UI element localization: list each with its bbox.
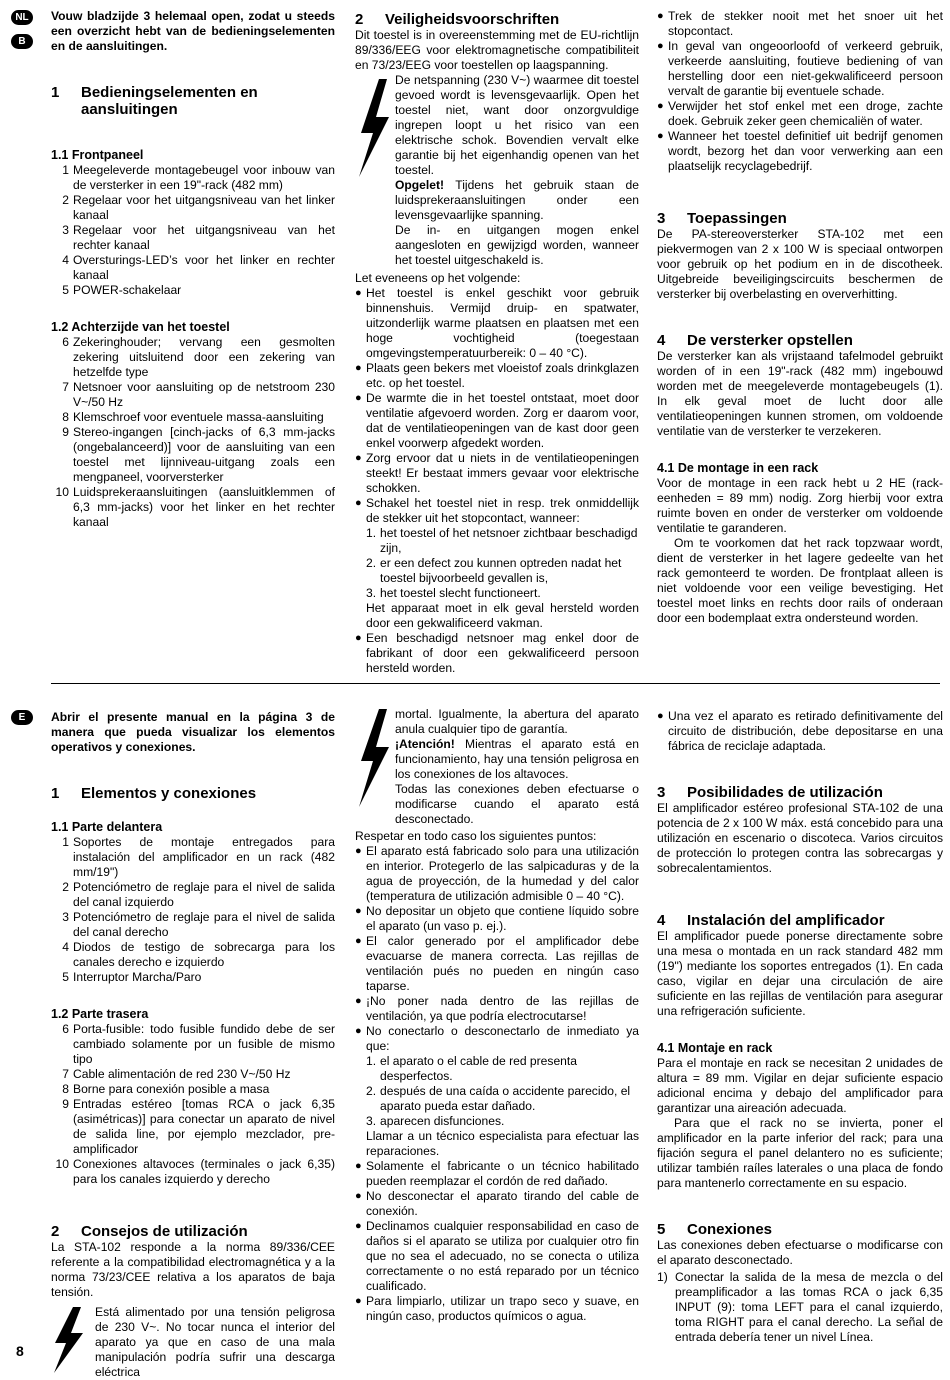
nl-section-1-heading: 1 Bedieningselementen en aansluitingen	[51, 84, 258, 118]
bullet-icon: ●	[355, 362, 362, 374]
nl-section-2-text: Dit toestel is in overeenstemming met de EU-richtlijn 89/336/EEG voor elektromagnetische compatibiliteit en 73/23/EEG voor toestellen op laagspanning.	[355, 28, 639, 72]
sub-item-text: el aparato o el cable de red presenta desperfectos.	[380, 1054, 577, 1083]
es-warning-text-1-end: mortal. Igualmente, la abertura del aparato anula cualquier tipo de garantía.	[395, 707, 639, 736]
item-number: 9	[62, 1097, 69, 1111]
nl-warning-text-2: Opgelet! Tijdens het gebruik staan de luidsprekeraansluitingen onder een levensgevaarlijke spanning.	[395, 178, 639, 222]
list-item	[51, 910, 335, 940]
item-text: POWER-schakelaar	[73, 283, 182, 297]
es-sub-after: Llamar a un técnico especialista para efectuar las reparaciones.	[366, 1129, 639, 1158]
language-badge-b: B	[11, 34, 33, 49]
es-section-3-text: El amplificador estéreo profesional STA-102 de una potencia de 2 x 100 W máx. está concebido para una utilización en escenario o discoteca. Varios circuitos de protección lo protegen contra las sobrecargas y sobrecalentamientos.	[657, 801, 943, 875]
item-number: 3	[62, 223, 69, 237]
sub-item-number: 1.	[366, 1054, 377, 1068]
list-item	[51, 283, 335, 298]
sub-item	[355, 586, 639, 601]
bullet-text: Wanneer het toestel definitief uit bedrijf genomen wordt, bezorg het dan voor verwerking aan een plaatselijk recyclagebedrijf.	[668, 129, 943, 173]
sub-item	[355, 1114, 639, 1129]
es-section-5-text: Las conexiones deben efectuarse o modificarse con el aparato desconectado.	[657, 1238, 943, 1267]
item-number: 9	[62, 425, 69, 439]
sub-item-number: 2.	[366, 1084, 377, 1098]
bullet-icon: ●	[355, 1160, 362, 1172]
bullet-icon: ●	[355, 935, 362, 947]
nl-rear-list	[51, 335, 335, 530]
list-item	[51, 1067, 335, 1082]
es-column-3	[657, 709, 943, 1345]
list-item	[51, 163, 335, 193]
lightning-warning-icon	[355, 73, 395, 268]
item-text: Oversturings-LED’s voor het linker en rechter kanaal	[73, 253, 335, 282]
bullet-text: Zorg ervoor dat u niets in de ventilatieopeningen steekt! Er bestaat immers gevaar voor elektrische schokken.	[366, 451, 639, 495]
nl-section-4-heading: 4 De versterker opstellen	[657, 332, 853, 349]
item-number: 7	[62, 1067, 69, 1081]
item-number: 1	[62, 835, 69, 849]
item-text: Zekeringhouder; vervang een gesmolten zekering uitsluitend door een zekering van hetzelfde type	[73, 335, 335, 379]
item-text: Cable alimentación de red 230 V~/50 Hz	[73, 1067, 291, 1081]
item-number: 10	[55, 485, 69, 499]
bullet-text: Para limpiarlo, utilizar un trapo seco y suave, en ningún caso, productos químicos o agua.	[366, 1294, 639, 1323]
es-section-2-heading: 2 Consejos de utilización	[51, 1223, 248, 1240]
sub-item-text: aparecen disfunciones.	[380, 1114, 505, 1128]
bullet-icon: ●	[355, 995, 362, 1007]
sub-item-text: er een defect zou kunnen optreden nadat het toestel bijvoorbeeld gevallen is,	[380, 556, 622, 585]
bullet-text: Solamente el fabricante o un técnico habilitado pueden reemplazar el cordón de red dañado.	[366, 1159, 639, 1188]
list-item	[51, 1022, 335, 1067]
item-text: Stereo-ingangen [cinch-jacks of 6,3 mm-jacks (ongebalanceerd)] voor de aansluiting van een toestel met lijnniveau-uitgang zoals een mengpaneel, voorversterker	[73, 425, 335, 484]
bullet-text: El calor generado por el amplificador debe evacuarse de manera correcta. Las rejillas de ventilación pués no pueden en ningún caso taparse.	[366, 934, 639, 993]
nl-sub-list	[355, 526, 639, 601]
item-text: Diodos de testigo de sobrecarga para los canales derecho e izquierdo	[73, 940, 335, 969]
es-section-1-1-heading: 1.1 Parte delantera	[51, 820, 163, 834]
sub-item-text: het toestel slecht functioneert.	[380, 586, 541, 600]
item-text: Potenciómetro de reglaje para el nivel de salida del canal derecho	[73, 910, 335, 939]
nl-section-3-text: De PA-stereoversterker STA-102 met een piekvermogen van 2 x 100 W is speciaal ontworpen voor gebruik op het podium en in de discotheek. Uitgebreide beveiligingscircuits beschermen de versterker bij overbelasting en oververhitting.	[657, 227, 943, 301]
bullet-item	[657, 9, 943, 39]
list-item	[51, 940, 335, 970]
sub-item-text: después de una caída o accidente parecido, el aparato pueda estar dañado.	[380, 1084, 631, 1113]
nl-column-2	[355, 11, 639, 676]
bullet-item	[355, 934, 639, 994]
bullet-item	[355, 1294, 639, 1324]
section-dutch	[0, 0, 950, 680]
item-number: 5	[62, 970, 69, 984]
es-section-2-text: La STA-102 responde a la norma 89/336/CEE referente a la compatibilidad electromagnética y a la norma 73/23/CEE relativa a los aparatos de baja tensión.	[51, 1240, 335, 1299]
bullet-item	[355, 904, 639, 934]
bullet-text: No depositar un objeto que contiene líquido sobre el aparato (un vaso p. ej.).	[366, 904, 639, 933]
nl-column-1	[51, 9, 335, 530]
section-spanish	[0, 700, 950, 1379]
item-text: Netsnoer voor aansluiting op de netstroom 230 V~/50 Hz	[73, 380, 335, 409]
list-item	[51, 335, 335, 380]
es-section-4-1-text-1: Para el montaje en rack se necesitan 2 unidades de altura = 89 mm. Vigilar en dejar suficiente espacio adicional encima y debajo del amplificador para garantizar una aireación adecuada.	[657, 1056, 943, 1115]
section-divider	[51, 683, 940, 684]
item-number: 2	[62, 880, 69, 894]
bullet-item	[657, 129, 943, 174]
item-text: Regelaar voor het uitgangsniveau van het rechter kanaal	[73, 223, 335, 252]
item-text: Entradas estéreo [tomas RCA o jack 6,35 (asimétricas)] para conectar un aparato de nivel de salida line, por ejemplo mezclador, pre-amplificador	[73, 1097, 335, 1156]
sub-item	[355, 526, 639, 556]
item-number: 1	[62, 163, 69, 177]
bullet-item	[657, 709, 943, 754]
bullet-icon: ●	[355, 632, 362, 644]
es-intro: Abrir el presente manual en la página 3 de manera que pueda visualizar los elementos operativos y conexiones.	[51, 710, 335, 754]
bullet-icon: ●	[657, 710, 664, 722]
list-item	[51, 223, 335, 253]
es-warning-text-2: ¡Atención! Mientras el aparato está en funcionamiento, hay una tensión peligrosa en los conexiones de los altavoces.	[395, 737, 639, 781]
nl-sub-after: Het apparaat moet in elk geval hersteld worden door een gekwalificeerd vakman.	[366, 601, 639, 630]
bullet-icon: ●	[355, 905, 362, 917]
bullet-text: No conectarlo o desconectarlo de inmediato ya que:	[366, 1024, 639, 1053]
item-text: Klemschroef voor eventuele massa-aansluiting	[73, 410, 324, 424]
item-number: 3	[62, 910, 69, 924]
es-column-1	[51, 710, 335, 1380]
es-sub-list	[355, 1054, 639, 1129]
item-text: Borne para conexión posible a masa	[73, 1082, 270, 1096]
list-item	[51, 835, 335, 880]
bullet-item	[355, 1159, 639, 1189]
bullet-text: Het toestel is enkel geschikt voor gebruik binnenshuis. Vermijd druip- en spatwater, uitzonderlijk warme plaatsen en plaatsen met een hoge vochtigheid (toegestaan omgevingstemperatuurbereik: 0 – 40 °C).	[366, 286, 639, 360]
bullet-text: Een beschadigd netsnoer mag enkel door de fabrikant of door een gekwalificeerd persoon hersteld worden.	[366, 631, 639, 675]
lightning-warning-icon	[355, 707, 395, 827]
bullet-item	[657, 99, 943, 129]
bullet-icon: ●	[355, 497, 362, 509]
nl-front-list	[51, 163, 335, 298]
es-bullets-a	[355, 844, 639, 1054]
list-item	[51, 880, 335, 910]
item-number: 5	[62, 283, 69, 297]
item-number: 8	[62, 410, 69, 424]
bullet-text: De warmte die in het toestel ontstaat, moet door ventilatie afgevoerd worden. Zorg er daarom voor, dat de ventilatieopeningen van de kast door geen enkel voorwerp afgedekt worden.	[366, 391, 639, 450]
bullet-icon: ●	[657, 40, 664, 52]
item-text: Interruptor Marcha/Paro	[73, 970, 202, 984]
bullet-icon: ●	[355, 1190, 362, 1202]
item-text: Porta-fusible: todo fusible fundido debe de ser cambiado solamente por un fusible de mismo tipo	[73, 1022, 335, 1066]
list-item	[51, 1082, 335, 1097]
bullet-icon: ●	[355, 392, 362, 404]
list-item	[51, 253, 335, 283]
nl-section-3-heading: 3 Toepassingen	[657, 210, 787, 227]
bullet-item	[355, 1219, 639, 1294]
nl-warning-text-1: De netspanning (230 V~) waarmee dit toestel gevoed wordt is levensgevaarlijk. Open het toestel niet, want door onzorgvuldige ingrepen loopt u het risico van een elektrische schok. Bovendien vervalt elke garantie bij het eigenhandig openen van het toestel.	[395, 73, 639, 177]
nl-warning-text-3: De in- en uitgangen mogen enkel aangesloten en gewijzigd worden, wanneer het toestel uitgeschakeld is.	[395, 223, 639, 267]
nl-section-4-1-text-2: Om te voorkomen dat het rack topzwaar wordt, dient de versterker in het lagere gedeelte van het rack gemonteerd te worden. De frontplaat alleen is niet voldoende voor een veilige bevestiging. Het toestel moet links en rechts door rails of onderaan door een bodemplaat extra ondersteund worden.	[657, 536, 943, 625]
item-number: 4	[62, 253, 69, 267]
nl-section-1-1-heading: 1.1 Frontpaneel	[51, 148, 144, 162]
item-text: Soportes de montaje entregados para instalación del amplificador en un rack (482 mm/19")	[73, 835, 335, 879]
es-section-1-2-heading: 1.2 Parte trasera	[51, 1007, 149, 1021]
list-item	[51, 1097, 335, 1157]
bullet-item	[355, 1024, 639, 1054]
bullet-text: Schakel het toestel niet in resp. trek onmiddellijk de stekker uit het stopcontact, wanneer:	[366, 496, 639, 525]
sub-item-number: 3.	[366, 586, 377, 600]
es-section-3-heading: 3 Posibilidades de utilización	[657, 784, 883, 801]
item-text: Meegeleverde montagebeugel voor inbouw van de versterker in een 19"-rack (482 mm)	[73, 163, 335, 192]
bullet-item	[355, 1189, 639, 1219]
es-respetar: Respetar en todo caso los siguientes puntos:	[355, 829, 597, 843]
bullet-text: Verwijder het stof enkel met een droge, zachte doek. Gebruik zeker geen chemicaliën of water.	[668, 99, 943, 128]
bullet-text: Trek de stekker nooit met het snoer uit het stopcontact.	[668, 9, 943, 38]
bullet-item	[355, 496, 639, 526]
item-number: 6	[62, 1022, 69, 1036]
item-number: 2	[62, 193, 69, 207]
es-section-4-text: El amplificador puede ponerse directamente sobre una mesa o montada en un rack standard 482 mm (19") mediante los soportes entregados (1). En cada caso, vigilar en dejar una circulación de aire suficiente en las rejillas de ventilación para asegurar una refrigeración suficiente.	[657, 929, 943, 1018]
bullet-text: Plaats geen bekers met vloeistof zoals drinkglazen etc. op het toestel.	[366, 361, 639, 390]
list-item	[51, 193, 335, 223]
item-number: 4	[62, 940, 69, 954]
item-number: 10	[55, 1157, 69, 1171]
nl-section-4-text: De versterker kan als vrijstaand tafelmodel gebruikt worden of in een 19"-rack (482 mm) ingebouwd worden met de meegeleverde montagebeugels (1). In elk geval moet de lucht door alle ventilatieopeningen kunnen stromen, om voldoende ventilatie van de versterker te verzekeren.	[657, 349, 943, 438]
es-warning-text-3: Todas las conexiones deben efectuarse o modificarse cuando el aparato está desconectado.	[395, 782, 639, 826]
bullet-icon: ●	[355, 1220, 362, 1232]
item-number: 7	[62, 380, 69, 394]
bullet-icon: ●	[355, 1025, 362, 1037]
bullet-item	[355, 631, 639, 676]
item-text: Conexiones altavoces (terminales o jack 6,35) para los canales izquierdo y derecho	[73, 1157, 335, 1186]
bullet-icon: ●	[355, 287, 362, 299]
list-item	[51, 410, 335, 425]
list-item	[51, 380, 335, 410]
bullet-item	[355, 286, 639, 361]
es-section-4-heading: 4 Instalación del amplificador	[657, 912, 885, 929]
bullet-item	[355, 361, 639, 391]
nl-warning-block	[355, 73, 639, 268]
bullet-item	[355, 994, 639, 1024]
list-item	[51, 1157, 335, 1187]
nl-bullets-b	[355, 631, 639, 676]
page-number: 8	[16, 1343, 24, 1359]
bullet-icon: ●	[657, 10, 664, 22]
sub-item	[355, 1054, 639, 1084]
es-bullets-b	[355, 1159, 639, 1324]
list-item	[51, 970, 335, 985]
es-section-5-heading: 5 Conexiones	[657, 1221, 773, 1238]
nl-section-4-1-text-1: Voor de montage in een rack hebt u 2 HE (rack-eenheden = 89 mm) nodig. Zorg hierbij voor extra ruimte boven en onder de versterker om voldoende ventilatie te garanderen.	[657, 476, 943, 535]
bullet-text: In geval van ongeoorloofd of verkeerd gebruik, verkeerde aansluiting, foutieve bediening of van herstelling door een niet-gekwalificeerd persoon vervalt de garantie bij eventuele schade.	[668, 39, 943, 98]
bullet-icon: ●	[355, 1295, 362, 1307]
bullet-text: Declinamos cualquier responsabilidad en caso de daños si el aparato se utiliza por cualquier otro fin que no sea el adecuado, no se conecta o utiliza correctamente o no está reparado por un técnico cualificado.	[366, 1219, 639, 1293]
list-item	[51, 425, 335, 485]
sub-item-number: 1.	[366, 526, 377, 540]
nl-bullets-a	[355, 286, 639, 526]
bullet-item	[657, 39, 943, 99]
language-badge-e: E	[11, 710, 33, 725]
sub-item-number: 2.	[366, 556, 377, 570]
es-section-4-1-text-2: Para que el rack no se invierta, poner el amplificador en la parte inferior del rack; para una fijación segura el panel delantero no es suficiente; utilizar también raíles laterales o una placa de fondo para mantenerlo correctamente en su espacio.	[657, 1116, 943, 1190]
es-section-5-item: 1) Conectar la salida de la mesa de mezcla o del preamplificador a las tomas RCA o jack 6,35 INPUT (9): toma LEFT para el canal izquierdo, toma RIGHT para el canal derecho. La señal de entrada debería tener un nivel Línea.	[657, 1270, 943, 1344]
es-column-2	[355, 707, 639, 1324]
bullet-item	[355, 391, 639, 451]
bullet-text: No desconectar el aparato tirando del cable de conexión.	[366, 1189, 639, 1218]
sub-item-number: 3.	[366, 1114, 377, 1128]
nl-column-3	[657, 9, 943, 626]
lightning-warning-icon	[51, 1305, 93, 1375]
bullet-icon: ●	[657, 130, 664, 142]
es-bullets-c	[657, 709, 943, 754]
es-section-4-1-heading: 4.1 Montaje en rack	[657, 1041, 773, 1055]
es-warning-text-1-start: Está alimentado por una tensión peligrosa de 230 V~. No tocar nunca el interior del aparato ya que en caso de una mala manipulación podría sufrir una descarga eléctrica	[95, 1305, 335, 1379]
bullet-icon: ●	[355, 845, 362, 857]
bullet-icon: ●	[355, 452, 362, 464]
sub-item-text: het toestel of het netsnoer zichtbaar beschadigd zijn,	[380, 526, 638, 555]
item-number: 8	[62, 1082, 69, 1096]
item-text: Regelaar voor het uitgangsniveau van het linker kanaal	[73, 193, 335, 222]
sub-item	[355, 1084, 639, 1114]
bullet-icon: ●	[657, 100, 664, 112]
list-item	[51, 485, 335, 530]
bullet-item	[355, 844, 639, 904]
bullet-text: El aparato está fabricado solo para una utilización en interior. Protegerlo de las salpicaduras y de la agua de proyección, de la humedad y del calor (temperatura de utilización admisible 0 – 40 °C).	[366, 844, 639, 903]
sub-item	[355, 556, 639, 586]
es-rear-list	[51, 1022, 335, 1187]
bullet-item	[355, 451, 639, 496]
nl-section-2-heading: 2 Veiligheidsvoorschriften	[355, 11, 560, 28]
nl-section-1-2-heading: 1.2 Achterzijde van het toestel	[51, 320, 230, 334]
es-warning-block	[355, 707, 639, 827]
item-text: Luidsprekeraansluitingen (aansluitklemmen of 6,3 mm-jacks) voor het linker en het rechter kanaal	[73, 485, 335, 529]
nl-section-4-1-heading: 4.1 De montage in een rack	[657, 461, 819, 475]
es-section-1-heading: 1 Elementos y conexiones	[51, 785, 257, 802]
item-text: Potenciómetro de reglaje para el nivel de salida del canal izquierdo	[73, 880, 335, 909]
language-badge-nl: NL	[11, 10, 33, 25]
item-number: 6	[62, 335, 69, 349]
nl-bullets-c	[657, 9, 943, 174]
nl-let-op: Let eveneens op het volgende:	[355, 271, 521, 285]
es-front-list	[51, 835, 335, 985]
bullet-text: Una vez el aparato es retirado definitivamente del circuito de distribución, debe depositarse en una fábrica de reciclaje adaptada.	[668, 709, 943, 753]
bullet-text: ¡No poner nada dentro de las rejillas de ventilación, ya que podría electrocutarse!	[366, 994, 639, 1023]
nl-intro: Vouw bladzijde 3 helemaal open, zodat u steeds een overzicht hebt van de bedieningselementen en de aansluitingen.	[51, 9, 335, 53]
